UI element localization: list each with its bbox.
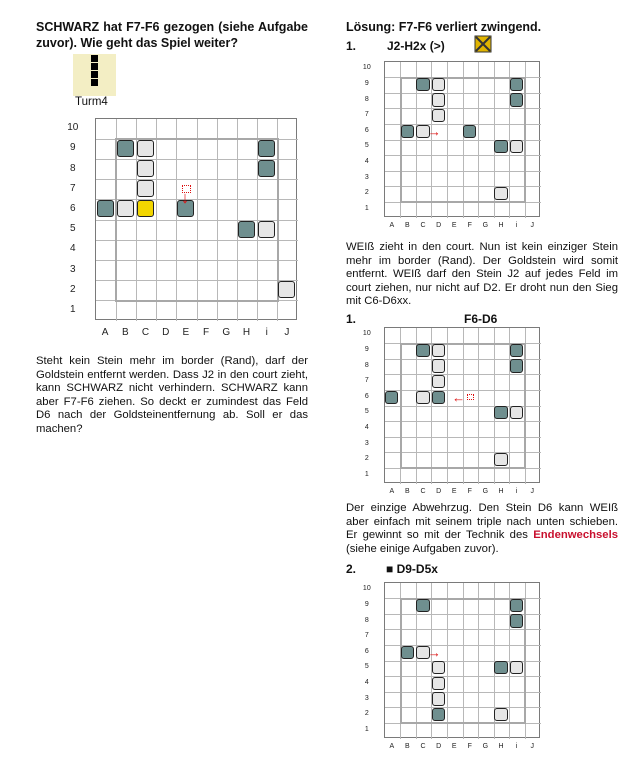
column-label: G [222, 327, 231, 339]
move-arrow-icon: → [427, 124, 441, 140]
row-label: 3 [364, 173, 369, 181]
column-label: F [467, 488, 472, 496]
row-label: 2 [364, 189, 369, 197]
column-label: F [203, 327, 210, 339]
tower-caption: Turm4 [75, 96, 108, 108]
column-label: D [436, 222, 442, 230]
technique-link: Endenwechsels [533, 529, 618, 542]
row-label: 4 [364, 157, 369, 165]
white-stone [432, 93, 445, 106]
black-stone [238, 221, 255, 238]
white-stone [432, 359, 445, 372]
problem-heading: SCHWARZ hat F7-F6 gezogen (siehe Aufgabe zuvor). Wie geht das Spiel weiter? [36, 20, 308, 50]
row-label: 2 [364, 710, 369, 718]
row-label: 10 [67, 122, 79, 134]
column-label: J [530, 222, 534, 230]
black-stone [416, 344, 429, 357]
column-label: G [482, 743, 489, 751]
move-arrow-icon: ↓ [180, 188, 189, 207]
gold-removed-icon [474, 35, 492, 53]
white-stone [510, 406, 523, 419]
row-label: 4 [69, 243, 76, 255]
white-stone [432, 661, 445, 674]
column-label: J [530, 488, 534, 496]
black-stone [416, 599, 429, 612]
row-label: 9 [364, 600, 369, 608]
row-label: 7 [364, 632, 369, 640]
row-label: 10 [362, 330, 371, 338]
black-stone [463, 125, 476, 138]
black-stone [258, 140, 275, 157]
row-label: 6 [364, 126, 369, 134]
white-stone [432, 692, 445, 705]
text-part: (siehe einige Aufgaben zuvor). [346, 542, 499, 555]
column-label: B [405, 222, 410, 230]
row-label: 2 [364, 455, 369, 463]
white-stone [432, 375, 445, 388]
column-label: F [467, 222, 472, 230]
black-stone [432, 708, 445, 721]
black-stone [510, 344, 523, 357]
row-label: 9 [69, 142, 76, 154]
black-stone [494, 406, 507, 419]
white-stone [117, 200, 134, 217]
tower-icon [73, 54, 116, 96]
white-stone [494, 453, 507, 466]
column-label: H [242, 327, 251, 339]
move-number: 2. [346, 562, 357, 576]
row-label: 3 [364, 694, 369, 702]
column-label: B [121, 327, 129, 339]
column-label: B [405, 488, 410, 496]
gold-stone [137, 200, 154, 217]
move-arrow-icon: → [427, 645, 441, 661]
black-stone [494, 140, 507, 153]
white-stone [137, 180, 154, 197]
white-stone [510, 140, 523, 153]
black-stone [416, 78, 429, 91]
row-label: 5 [364, 663, 369, 671]
row-label: 8 [364, 616, 369, 624]
black-stone [510, 599, 523, 612]
row-label: 4 [364, 678, 369, 686]
white-stone [258, 221, 275, 238]
row-label: 9 [364, 79, 369, 87]
row-label: 1 [69, 303, 76, 315]
row-label: 5 [364, 408, 369, 416]
black-stone [494, 661, 507, 674]
column-label: C [420, 488, 426, 496]
row-label: 4 [364, 423, 369, 431]
row-label: 6 [69, 202, 76, 214]
row-label: 1 [364, 470, 369, 478]
black-stone [432, 391, 445, 404]
problem-text: Steht kein Stein mehr im border (Rand), darf der Goldstein entfernt werden. Dass J2 in den court zieht, kann SCHWARZ nicht verhindern. SCHWARZ kann aber F7-F6 ziehen. So deckt er zumindest das Feld D6 nach der Goldsteinentfernung ab. Soll er das machen? [36, 355, 308, 435]
row-label: 1 [364, 204, 369, 212]
move-notation: F6-D6 [464, 312, 498, 326]
column-label: A [101, 327, 109, 339]
white-stone [137, 140, 154, 157]
move-number: 1. [346, 39, 357, 53]
row-label: 8 [69, 162, 76, 174]
white-stone [278, 281, 295, 298]
move-notation: ■ D9-D5x [386, 562, 438, 576]
column-label: A [389, 743, 395, 751]
white-stone [432, 78, 445, 91]
black-stone [117, 140, 134, 157]
column-label: i [515, 743, 518, 751]
white-stone [416, 391, 429, 404]
move-arrow-icon: ← [451, 390, 466, 406]
court-border [400, 77, 527, 204]
court-border [400, 343, 527, 470]
column-label: E [451, 743, 457, 751]
move-notation: J2-H2x (>) [387, 39, 445, 53]
black-stone [385, 391, 398, 404]
court-border [400, 598, 527, 725]
row-label: 5 [69, 223, 76, 235]
row-label: 7 [364, 377, 369, 385]
row-label: 10 [362, 64, 371, 72]
black-stone [401, 125, 414, 138]
black-stone [258, 160, 275, 177]
black-stone [97, 200, 114, 217]
white-stone [432, 109, 445, 122]
column-label: C [420, 743, 426, 751]
column-label: D [436, 488, 442, 496]
black-stone [510, 359, 523, 372]
row-label: 6 [364, 392, 369, 400]
column-label: F [467, 743, 472, 751]
white-stone [137, 160, 154, 177]
column-label: A [389, 488, 395, 496]
black-stone [401, 646, 414, 659]
white-stone [494, 187, 507, 200]
row-label: 2 [69, 283, 76, 295]
column-label: D [162, 327, 170, 339]
solution-text-1: WEIß zieht in den court. Nun ist kein einziger Stein mehr im border (Rand). Der Goldstein wird somit entfernt. WEIß darf den Stein J2 auf jedes Feld im court ziehen, nur nicht auf D2. Er droht nun den Sieg mit C6-D6xx. [346, 241, 618, 308]
text-part: Der einzige Abwehrzug. Den Stein D6 kann WEIß aber einfach mit seinem triple nach unten schieben. Er gewinnt so mit der Technik des [346, 502, 618, 542]
column-label: H [498, 743, 504, 751]
row-label: 7 [69, 182, 76, 194]
black-stone [510, 93, 523, 106]
row-label: 3 [364, 439, 369, 447]
white-stone [510, 661, 523, 674]
column-label: E [451, 488, 457, 496]
black-stone [510, 78, 523, 91]
column-label: B [405, 743, 410, 751]
column-label: E [182, 327, 190, 339]
black-stone [510, 614, 523, 627]
row-label: 7 [364, 111, 369, 119]
row-label: 8 [364, 361, 369, 369]
column-label: A [389, 222, 395, 230]
row-label: 3 [69, 263, 76, 275]
column-label: J [530, 743, 534, 751]
white-stone [494, 708, 507, 721]
white-stone [432, 677, 445, 690]
solution-heading: Lösung: F7-F6 verliert zwingend. [346, 20, 542, 34]
white-stone [432, 344, 445, 357]
row-label: 1 [364, 725, 369, 733]
column-label: G [482, 222, 489, 230]
column-label: C [141, 327, 150, 339]
column-label: C [420, 222, 426, 230]
row-label: 5 [364, 142, 369, 150]
solution-text-2 [346, 502, 618, 556]
row-label: 6 [364, 647, 369, 655]
row-label: 8 [364, 95, 369, 103]
column-label: J [284, 327, 290, 339]
column-label: H [498, 488, 504, 496]
column-label: H [498, 222, 504, 230]
column-label: D [436, 743, 442, 751]
column-label: G [482, 488, 489, 496]
column-label: E [451, 222, 457, 230]
vacated-square-marker [467, 394, 474, 400]
column-label: i [515, 222, 518, 230]
row-label: 9 [364, 345, 369, 353]
column-label: i [265, 327, 268, 339]
row-label: 10 [362, 585, 371, 593]
column-label: i [515, 488, 518, 496]
move-number: 1. [346, 312, 357, 326]
